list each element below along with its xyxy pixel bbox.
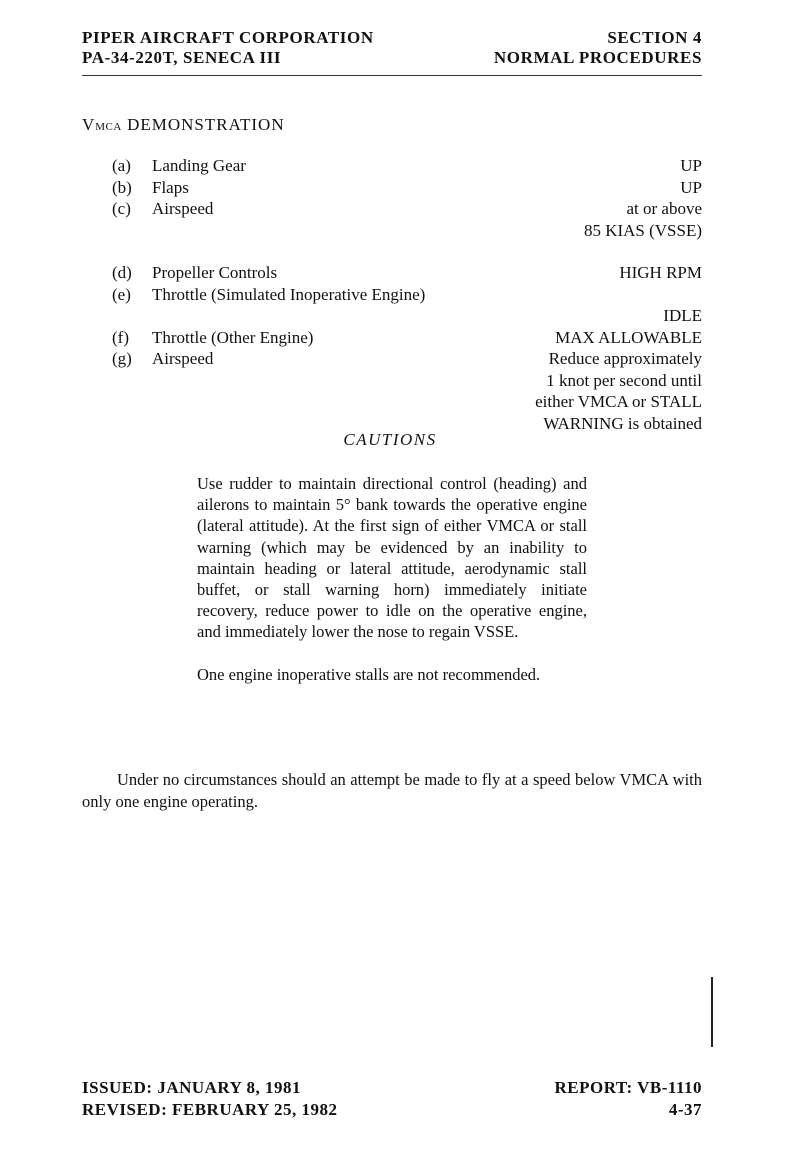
step-item: Flaps	[152, 177, 189, 197]
step-value: UP	[680, 177, 702, 197]
section-name: NORMAL PROCEDURES	[493, 48, 702, 67]
step-label: (g)	[112, 349, 132, 368]
step-label: (d)	[112, 263, 132, 282]
footer-left	[82, 1077, 337, 1121]
page-number: 4-37	[668, 1100, 702, 1119]
step-value: UP	[680, 156, 702, 175]
section-number: SECTION 4	[607, 28, 702, 47]
step-label: (f)	[112, 327, 129, 347]
revision-change-bar	[711, 977, 713, 1047]
header-divider	[82, 75, 702, 76]
step-item: Throttle (Simulated Inoperative Engine)	[152, 284, 426, 304]
issued-date: ISSUED: JANUARY 8, 1981	[82, 1078, 302, 1097]
step-item: Landing Gear	[152, 156, 246, 175]
report-number: REPORT: VB-1110	[554, 1078, 702, 1097]
closing-paragraph: Under no circumstances should an attempt be made to fly at a speed below VMCA with only one engine operating.	[82, 770, 702, 811]
company-name: PIPER AIRCRAFT CORPORATION	[82, 28, 374, 47]
step-value: HIGH RPM	[619, 263, 702, 282]
step-row	[112, 155, 702, 177]
caution-paragraph: Use rudder to maintain directional control (heading) and ailerons to maintain 5° bank towards the operative engine (lateral attitude). At the first sign of either VMCA or stall warning (which may be evidenced by an inability to maintain heading or lateral attitude, aerodynamic stall buffet, or stall warning horn) immediately initiate recovery, reduce power to idle on the operative engine, and immediately lower the nose to regain VSSE.	[197, 474, 587, 642]
step-item: Airspeed	[152, 199, 214, 218]
step-row	[112, 262, 702, 284]
aircraft-model: PA-34-220T, SENECA III	[82, 48, 282, 67]
step-item: Throttle (Other Engine)	[152, 327, 314, 347]
step-value: IDLE	[663, 306, 702, 325]
step-label: (b)	[112, 177, 132, 197]
step-value: Reduce approximately 1 knot per second until either VMCA or STALL WARNING is obtained	[535, 349, 702, 433]
cautions-heading: CAUTIONS	[343, 430, 437, 449]
step-item: Propeller Controls	[152, 263, 278, 282]
section-title-prefix: V	[82, 115, 96, 134]
step-row	[112, 327, 702, 349]
step-label: (e)	[112, 284, 131, 304]
step-item: Airspeed	[152, 349, 214, 368]
caution-paragraph: One engine inoperative stalls are not recommended.	[197, 664, 541, 684]
step-label: (c)	[112, 199, 131, 218]
footer-right	[555, 1077, 702, 1121]
step-row	[112, 348, 702, 434]
section-title	[82, 115, 285, 135]
step-row	[112, 198, 702, 241]
section-title-rest: DEMONSTRATION	[121, 115, 285, 134]
step-value: MAX ALLOWABLE	[555, 327, 702, 347]
procedure-steps	[112, 155, 702, 434]
header-left	[82, 28, 374, 68]
step-row	[112, 284, 702, 327]
cautions-body	[197, 473, 587, 706]
step-value: at or above 85 KIAS (VSSE)	[583, 199, 702, 240]
step-spacer	[112, 241, 702, 262]
revised-date: REVISED: FEBRUARY 25, 1982	[82, 1100, 338, 1119]
step-label: (a)	[112, 156, 131, 175]
step-row	[112, 177, 702, 199]
section-title-subscript: MCA	[95, 121, 122, 133]
header-right	[494, 28, 702, 68]
